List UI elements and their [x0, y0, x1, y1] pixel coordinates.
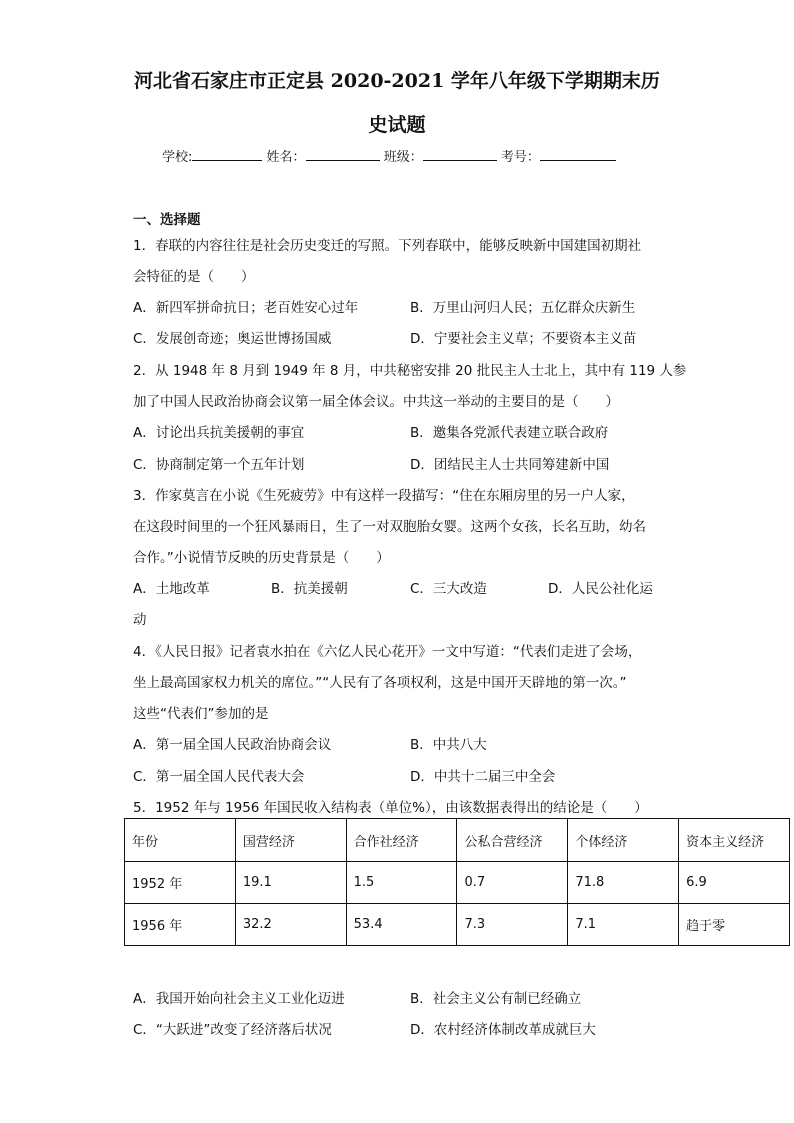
table-cell: 1952 年	[125, 862, 236, 904]
table-cell: 71.8	[568, 862, 679, 904]
title-line-2: 史试题	[368, 114, 426, 136]
q1-option-b: B．万里山河归人民；五亿群众庆新生	[410, 300, 636, 316]
title-line-1: 河北省石家庄市正定县 2020-2021 学年八年级下学期期末历	[134, 70, 660, 92]
q5-option-d: D．农村经济体制改革成就巨大	[410, 1022, 596, 1038]
name-blank	[306, 147, 380, 161]
q4-option-a: A．第一届全国人民政治协商会议	[133, 737, 332, 753]
table-header-cell: 年份	[125, 819, 236, 862]
table-header-row	[125, 819, 790, 862]
table-cell: 1956 年	[125, 904, 236, 946]
q2-stem-line-1: 2．从 1948 年 8 月到 1949 年 8 月，中共秘密安排 20 批民主人士北上，其中有 119 人参	[133, 363, 687, 379]
class-label: 班级：	[383, 150, 423, 165]
q5-option-a: A．我国开始向社会主义工业化迈进	[133, 991, 345, 1007]
q5-stem-line-1: 5．1952 年与 1956 年国民收入结构表（单位%），由该数据表得出的结论是（ ）	[133, 800, 648, 816]
table-cell: 19.1	[235, 862, 346, 904]
table-cell: 32.2	[235, 904, 346, 946]
table-header-cell: 公私合营经济	[457, 819, 568, 862]
table-header-cell: 国营经济	[235, 819, 346, 862]
q3-option-d-continued: 动	[133, 612, 147, 628]
table-row	[125, 862, 790, 904]
income-structure-table	[124, 818, 790, 946]
q4-stem-line-2: 坐上最高国家权力机关的席位。”“人民有了各项权利，这是中国开天辟地的第一次。”	[133, 675, 627, 691]
school-blank	[192, 147, 262, 161]
table-cell: 7.3	[457, 904, 568, 946]
q2-option-b: B．邀集各党派代表建立联合政府	[410, 425, 609, 441]
q3-option-d: D．人民公社化运	[548, 581, 653, 597]
q1-option-c: C．发展创奇迹；奥运世博扬国威	[133, 331, 332, 347]
q1-stem-line-1: 1．春联的内容往往是社会历史变迁的写照。下列春联中，能够反映新中国建国初期社	[133, 238, 642, 254]
table-cell: 53.4	[346, 904, 457, 946]
q3-option-c: C．三大改造	[410, 581, 487, 597]
table-cell: 1.5	[346, 862, 457, 904]
q4-option-c: C．第一届全国人民代表大会	[133, 769, 305, 785]
q4-option-d: D．中共十二届三中全会	[410, 769, 556, 785]
table-row	[125, 904, 790, 946]
q1-option-d: D．宁要社会主义草；不要资本主义苗	[410, 331, 637, 347]
name-label: 姓名：	[266, 150, 306, 165]
q3-stem-line-3: 合作。”小说情节反映的历史背景是（ ）	[133, 550, 390, 566]
q5-option-c: C．“大跃进”改变了经济落后状况	[133, 1022, 332, 1038]
table-header-cell: 个体经济	[568, 819, 679, 862]
section-heading: 一、选择题	[133, 212, 201, 228]
class-blank	[423, 147, 497, 161]
q1-stem-line-2: 会特征的是（ ）	[133, 269, 255, 285]
q3-stem-line-1: 3．作家莫言在小说《生死疲劳》中有这样一段描写：“住在东厢房里的另一户人家，	[133, 488, 635, 504]
q3-stem-line-2: 在这段时间里的一个狂风暴雨日，生了一对双胞胎女婴。这两个女孩，长名互助，幼名	[133, 519, 646, 535]
exam-number-blank	[540, 147, 616, 161]
table-header-cell: 资本主义经济	[679, 819, 790, 862]
q1-option-a: A．新四军拼命抗日；老百姓安心过年	[133, 300, 359, 316]
q2-option-d: D．团结民主人士共同筹建新中国	[410, 457, 610, 473]
q2-stem-line-2: 加了中国人民政治协商会议第一届全体会议。中共这一举动的主要目的是（ ）	[133, 394, 619, 410]
q3-option-b: B．抗美援朝	[271, 581, 348, 597]
exam-number-label: 考号：	[500, 150, 540, 165]
q3-option-a: A．土地改革	[133, 581, 210, 597]
school-label: 学校:	[162, 150, 193, 165]
q4-stem-line-1: 4．《人民日报》记者袁水拍在《六亿人民心花开》一文中写道：“代表们走进了会场，	[133, 644, 642, 660]
table-header-cell: 合作社经济	[346, 819, 457, 862]
q2-option-c: C．协商制定第一个五年计划	[133, 457, 305, 473]
student-info-row	[162, 146, 616, 165]
table-cell: 6.9	[679, 862, 790, 904]
table-cell: 0.7	[457, 862, 568, 904]
table-cell: 趋于零	[679, 904, 790, 946]
q4-option-b: B．中共八大	[410, 737, 487, 753]
q2-option-a: A．讨论出兵抗美援朝的事宜	[133, 425, 305, 441]
q5-option-b: B．社会主义公有制已经确立	[410, 991, 582, 1007]
table-cell: 7.1	[568, 904, 679, 946]
q4-stem-line-3: 这些“代表们”参加的是	[133, 706, 269, 722]
